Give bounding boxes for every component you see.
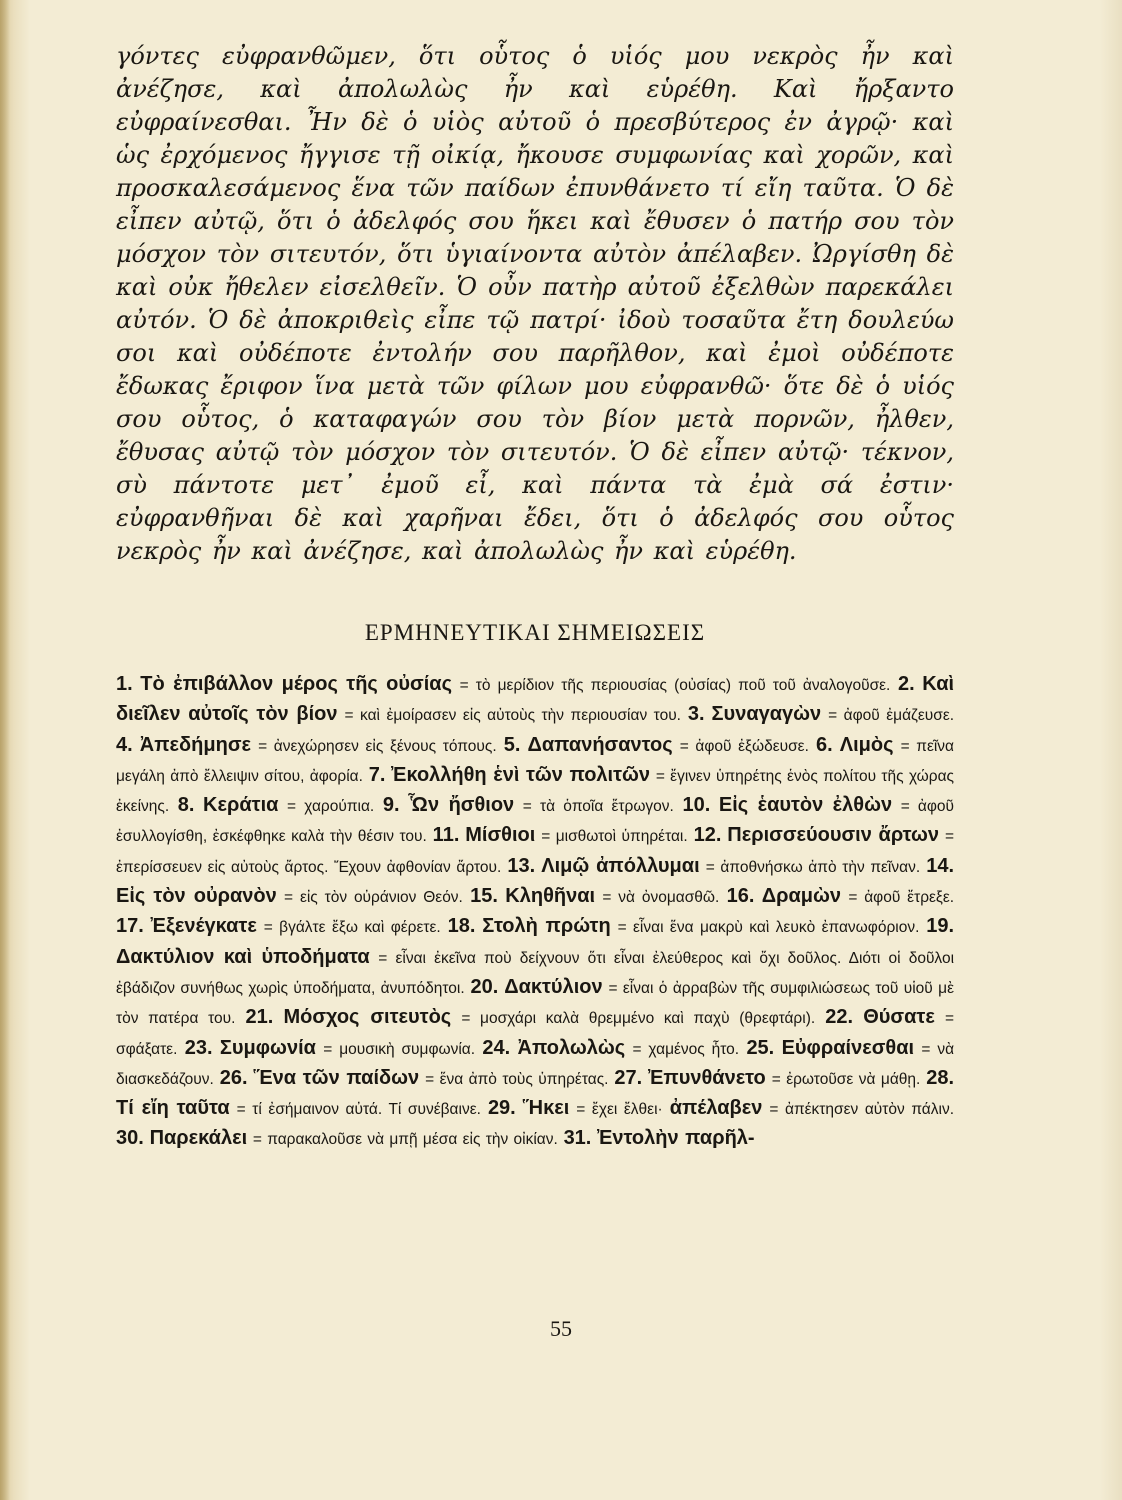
- note-gloss: = ἀφοῦ ἐξώδευσε.: [679, 737, 809, 755]
- note-number: 16.: [726, 885, 755, 908]
- note-term: Λιμὸς: [839, 733, 894, 756]
- note-entry: [488, 1098, 663, 1119]
- note-number: 22.: [825, 1006, 854, 1029]
- note-entry: [433, 825, 688, 846]
- note-number: 2.: [897, 673, 915, 695]
- note-entry: [116, 735, 497, 756]
- note-number: 27.: [614, 1066, 643, 1089]
- note-gloss: = ἔχει ἔλθει·: [576, 1101, 663, 1119]
- note-number: 6.: [815, 733, 833, 756]
- note-gloss: = βγάλτε ἔξω καὶ φέρετε.: [263, 919, 441, 937]
- note-gloss: = ἀφοῦ ἔτρεξε.: [848, 889, 955, 907]
- note-number: 4.: [116, 733, 133, 756]
- note-term: Θύσατε: [863, 1006, 935, 1029]
- note-entry: [688, 704, 954, 725]
- note-entry: [178, 795, 374, 816]
- note-entry: [507, 856, 920, 877]
- page-number: 55: [550, 1316, 572, 1341]
- note-entry: [482, 1038, 739, 1059]
- note-gloss: = ἀποθνήσκω ἀπὸ τὴν πεῖναν.: [705, 858, 921, 876]
- note-number: 31.: [563, 1127, 592, 1150]
- note-gloss: = νὰ διασκεδάζουν.: [116, 1040, 955, 1088]
- note-number: 18.: [447, 915, 476, 938]
- note-entry: [246, 1007, 816, 1028]
- note-number: 12.: [693, 824, 722, 847]
- note-gloss: = εἶναι ὁ ἀρραβὼν τῆς συμφιλιώσεως τοῦ υἱοῦ μὲ τὸν πατέρα του.: [116, 979, 955, 1028]
- note-gloss: = σφάξατε.: [116, 1010, 955, 1058]
- note-number: 26.: [219, 1066, 248, 1089]
- note-number: 9.: [382, 794, 400, 817]
- note-term: ἀπέλαβεν: [669, 1097, 763, 1120]
- note-number: 30.: [116, 1127, 144, 1150]
- note-term: Ἥκει: [522, 1097, 570, 1120]
- note-term: Καὶ διεῖλεν αὐτοῖς τὸν βίον: [116, 673, 955, 726]
- note-term: Δακτύλιον καὶ ὑποδήματα: [116, 945, 370, 968]
- note-term: Ἀπεδήμησε: [139, 733, 251, 756]
- page-content: [116, 40, 954, 1155]
- note-entry: [564, 1128, 755, 1149]
- note-term: Εἰς τὸν οὐρανὸν: [116, 885, 277, 908]
- note-term: Δραμὼν: [761, 885, 842, 908]
- note-gloss: = νὰ ὀνομασθῶ.: [602, 889, 720, 907]
- note-gloss: = χαρούπια.: [287, 798, 375, 816]
- note-number: 24.: [482, 1036, 511, 1059]
- note-number: 21.: [245, 1006, 274, 1029]
- note-number: 10.: [682, 794, 711, 817]
- note-gloss: = ἐρωτοῦσε νὰ μάθῃ.: [771, 1070, 921, 1088]
- note-term: Δαπανήσαντος: [527, 733, 673, 756]
- note-term: Ἐπυνθάνετο: [648, 1066, 766, 1089]
- note-gloss: = καὶ ἐμοίρασεν εἰς αὐτοὺς τὴν περιουσίαν του.: [344, 707, 681, 725]
- note-term: Τὸ ἐπιβάλλον μέρος τῆς οὐσίας: [140, 673, 452, 695]
- note-term: Δακτύλιον: [504, 975, 603, 998]
- note-entry: [185, 1038, 475, 1059]
- note-number: 3.: [687, 703, 705, 726]
- note-term: Συμφωνία: [219, 1036, 316, 1059]
- note-term: Εὐφραίνεσθαι: [781, 1036, 915, 1059]
- note-number: 25.: [746, 1036, 775, 1059]
- note-gloss: = εἰς τὸν οὐράνιον Θεόν.: [284, 889, 463, 907]
- note-term: Κληθῆναι: [505, 885, 596, 908]
- note-number: 13.: [507, 854, 536, 877]
- spine-shadow: [0, 0, 10, 1500]
- note-entry: [670, 1098, 954, 1119]
- note-gloss: = ἔγινεν ὑπηρέτης ἑνὸς πολίτου τῆς χώρας ἐκείνης.: [116, 767, 955, 816]
- note-number: 11.: [432, 824, 460, 847]
- note-term: Λιμῷ ἀπόλλυμαι: [541, 854, 700, 877]
- note-term: Ἕνα τῶν παίδων: [253, 1066, 420, 1089]
- note-entry: [614, 1068, 920, 1089]
- note-number: 17.: [116, 915, 144, 938]
- note-number: 29.: [487, 1097, 516, 1120]
- note-number: 28.: [926, 1066, 955, 1089]
- note-gloss: = ἀφοῦ ἐσυλλογίσθη, ἐσκέφθηκε καλὰ τὴν θέσιν του.: [116, 798, 955, 846]
- note-entry: [448, 916, 920, 937]
- note-entry: [116, 1128, 558, 1149]
- note-term: Περισσεύουσιν ἄρτων: [727, 824, 940, 847]
- note-number: 19.: [926, 915, 955, 938]
- note-entry: [504, 735, 809, 756]
- note-gloss: = τί ἐσήμαινον αὐτά. Τί συνέβαινε.: [236, 1101, 481, 1119]
- note-entry: [727, 886, 954, 907]
- note-gloss: = μισθωτοὶ ὑπηρέται.: [541, 828, 688, 846]
- note-gloss: = εἶναι ἐκεῖνα ποὺ δείχνουν ὅτι εἶναι ἐλεύθερος καὶ ὄχι δοῦλος. Διότι οἱ δοῦλοι ἐβάδιζον συνήθως χωρὶς ὑποδήματα, ἀνυπόδητοι.: [116, 949, 955, 997]
- note-number: 14.: [926, 854, 955, 877]
- note-gloss: = παρακαλοῦσε νὰ μπῇ μέσα εἰς τὴν οἰκίαν.: [252, 1131, 558, 1149]
- note-number: 15.: [470, 885, 498, 908]
- note-entry: [116, 674, 890, 695]
- note-number: 5.: [503, 733, 521, 756]
- note-number: 20.: [470, 975, 499, 998]
- note-term: Κεράτια: [203, 794, 279, 817]
- note-term: Ὧν ἤσθιον: [408, 794, 515, 817]
- note-term: Μίσθιοι: [465, 824, 536, 847]
- note-entry: [116, 916, 441, 937]
- note-gloss: = χαμένος ἦτο.: [632, 1040, 740, 1058]
- scripture-passage: γόντες εὐφρανθῶμεν, ὅτι οὗτος ὁ υἱός μου νεκρὸς ἦν καὶ ἀνέζησε, καὶ ἀπολωλὼς ἦν καὶ εὑρέθη. Καὶ ἤρξαντο εὐφραίνεσθαι. Ἦν δὲ ὁ υἱὸς αὐτοῦ ὁ πρεσβύτερος ἐν ἀγρῷ· καὶ ὡς ἐρχόμενος ἤγγισε τῇ οἰκίᾳ, ἤκουσε συμφωνίας καὶ χορῶν, καὶ προσκαλεσάμενος ἕνα τῶν παίδων ἐπυνθάνετο τί εἴη ταῦτα. Ὁ δὲ εἶπεν αὐτῷ, ὅτι ὁ ἀδελφός σου ἥκει καὶ ἔθυσεν ὁ πατήρ σου τὸν μόσχον τὸν σιτευτόν, ὅτι ὑγιαίνοντα αὐτὸν ἀπέλαβεν. Ὠργίσθη δὲ καὶ οὐκ ἤθελεν εἰσελθεῖν. Ὁ οὖν πατὴρ αὐτοῦ ἐξελθὼν παρεκάλει αὐτόν. Ὁ δὲ ἀποκριθεὶς εἶπε τῷ πατρί· ἰδοὺ τοσαῦτα ἔτη δουλεύω σοι καὶ οὐδέποτε ἐντολήν σου παρῆλθον, καὶ ἐμοὶ οὐδέποτε ἔδωκας ἔριφον ἵνα μετὰ τῶν φίλων μου εὐφρανθῶ· ὅτε δὲ ὁ υἱός σου οὗτος, ὁ καταφαγών σου τὸν βίον μετὰ πορνῶν, ἦλθεν, ἔθυσας αὐτῷ τὸν μόσχον τὸν σιτευτόν. Ὁ δὲ εἶπεν αὐτῷ· τέκνον, σὺ πάντοτε μετ᾿ ἐμοῦ εἶ, καὶ πάντα τὰ ἐμὰ σά ἐστιν· εὐφρανθῆναι δὲ καὶ χαρῆναι ἔδει, ὅτι ὁ ἀδελφός σου οὗτος νεκρὸς ἦν καὶ ἀνέζησε, καὶ ἀπολωλὼς ἦν καὶ εὑρέθη.: [116, 42, 954, 565]
- note-gloss: = μοσχάρι καλὰ θρεμμένο καὶ παχὺ (θρεφτάρι).: [461, 1010, 816, 1028]
- note-gloss: = ἐπερίσσευεν εἰς αὐτοὺς ἄρτος. Ἔχουν ἀφθονίαν ἄρτου.: [116, 828, 955, 876]
- note-gloss: = ἀπέκτησεν αὐτὸν πάλιν.: [769, 1101, 955, 1119]
- note-entry: [220, 1068, 609, 1089]
- note-term: Ἐντολὴν παρῆλ-: [597, 1127, 755, 1150]
- notes-heading: ΕΡΜΗΝΕΥΤΙΚΑΙ ΣΗΜΕΙΩΣΕΙΣ: [364, 620, 706, 645]
- note-gloss: = πεῖνα μεγάλη ἀπὸ ἔλλειψιν σίτου, ἀφορία.: [116, 737, 955, 785]
- note-number: 23.: [184, 1036, 213, 1059]
- note-gloss: = εἶναι ἕνα μακρὺ καὶ λευκὸ ἐπανωφόριον.: [617, 919, 920, 937]
- note-gloss: = ἀφοῦ ἐμάζευσε.: [828, 707, 955, 725]
- note-number: 1.: [116, 673, 133, 695]
- note-entry: [383, 795, 674, 816]
- note-term: Εἰς ἑαυτὸν ἐλθὼν: [718, 794, 893, 817]
- note-number: 7.: [368, 763, 386, 786]
- note-term: Ἐκολλήθη ἑνὶ τῶν πολιτῶν: [391, 763, 651, 786]
- note-entry: [470, 886, 719, 907]
- note-term: Συναγαγὼν: [711, 703, 822, 726]
- note-term: Μόσχος σιτευτὸς: [283, 1006, 452, 1029]
- note-gloss: = τὸ μερίδιον τῆς περιουσίας (οὐσίας) ποῦ τοῦ ἀναλογοῦσε.: [459, 677, 891, 694]
- note-term: Στολὴ πρώτη: [482, 915, 611, 938]
- note-gloss: = ἕνα ἀπὸ τοὺς ὑπηρέτας.: [425, 1070, 609, 1088]
- note-term: Παρεκάλει: [149, 1127, 248, 1150]
- note-number: 8.: [177, 794, 195, 817]
- note-term: Ἐξενέγκατε: [150, 915, 257, 938]
- note-gloss: = τὰ ὁποῖα ἔτρωγον.: [522, 798, 674, 816]
- note-term: Τί εἴη ταῦτα: [116, 1097, 230, 1120]
- note-gloss: = ἀνεχώρησεν εἰς ξένους τόπους.: [258, 737, 497, 755]
- note-gloss: = μουσικὴ συμφωνία.: [323, 1040, 476, 1058]
- note-term: Ἀπολωλὼς: [517, 1036, 626, 1059]
- explanatory-notes: [116, 670, 954, 1155]
